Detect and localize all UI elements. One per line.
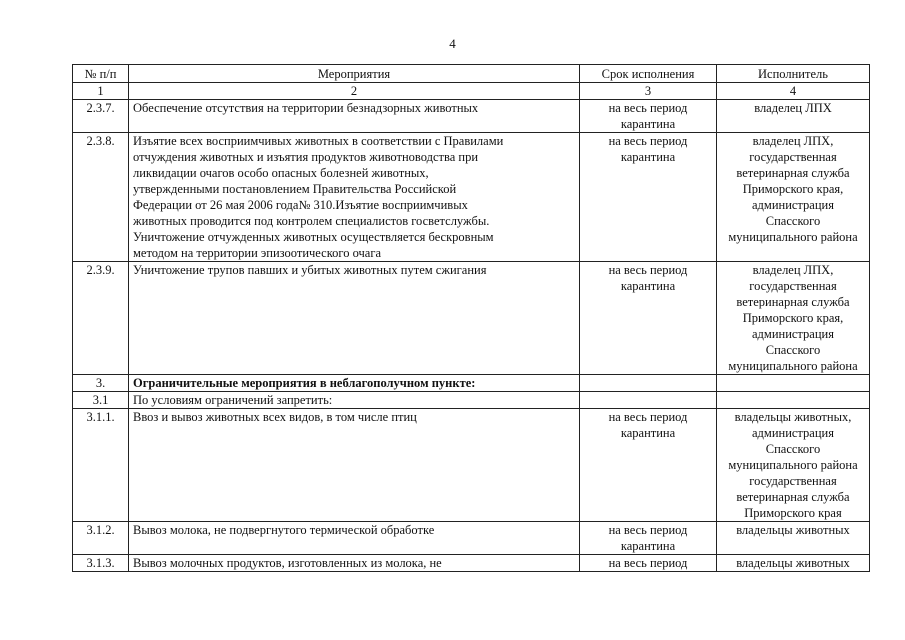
row-number: 2.3.8. [86,134,115,148]
table-row [73,133,870,262]
column-index: 2 [129,83,580,100]
table-row [73,522,870,555]
row-number: 3.1.1. [86,410,115,424]
header-number: № п/п [73,65,129,83]
page-number: 4 [449,36,456,51]
table-row [73,262,870,375]
row-action: Изъятие всех восприимчивых животных в соответствии с Правилами отчуждения животных и изъятия продуктов животноводства при ликвидации очагов особо опасных болезней животных, утвержденными постановлением Правительства Российской Федерации от 26 мая 2006 года№ 310.Изъятие восприимчивых животных проводится под контролем специалистов госветслужбы. Уничтожение отчужденных животных осуществляется бескровным методом на территории эпизоотического очага [133,134,504,260]
row-executor: владельцы животных [736,556,850,570]
row-executor: владелец ЛПХ, государственная ветеринарная служба Приморского края, администрация Спасского муниципального района [728,263,858,373]
column-index-row [73,83,870,100]
row-action: Вывоз молока, не подвергнутого термической обработке [133,523,435,537]
table-row [73,392,870,409]
row-action: По условиям ограничений запретить: [133,393,333,407]
row-executor: владелец ЛПХ [754,101,832,115]
table-row [73,555,870,572]
table-row [73,375,870,392]
row-action: Вывоз молочных продуктов, изготовленных из молока, не [133,556,442,570]
row-number: 2.3.7. [86,101,115,115]
row-deadline: на весь период карантина [608,263,688,293]
row-deadline: на весь период карантина [608,101,688,131]
row-deadline: на весь период карантина [608,523,688,553]
column-index: 3 [580,83,717,100]
header-measures: Мероприятия [129,65,580,83]
row-deadline: на весь период карантина [608,134,688,164]
row-number: 3.1 [92,393,109,407]
measures-table [72,64,870,572]
row-action: Уничтожение трупов павших и убитых животных путем сжигания [133,263,487,277]
row-executor: владелец ЛПХ, государственная ветеринарная служба Приморского края, администрация Спасского муниципального района [728,134,858,244]
row-action: Ограничительные мероприятия в неблагополучном пункте: [133,376,476,390]
row-executor: владельцы животных [736,523,850,537]
table-row [73,100,870,133]
table-row [73,409,870,522]
header-deadline: Срок исполнения [580,65,717,83]
row-executor: владельцы животных, администрация Спасского муниципального района государственная ветеринарная служба Приморского края [728,410,858,520]
row-action: Ввоз и вывоз животных всех видов, в том числе птиц [133,410,417,424]
row-deadline: на весь период карантина [608,410,688,440]
row-action: Обеспечение отсутствия на территории безнадзорных животных [133,101,479,115]
column-index: 1 [73,83,129,100]
table-header-row [73,65,870,83]
row-number: 3. [95,376,106,390]
row-number: 3.1.2. [86,523,115,537]
row-number: 3.1.3. [86,556,115,570]
row-deadline: на весь период [608,556,688,570]
row-number: 2.3.9. [86,263,115,277]
column-index: 4 [717,83,870,100]
header-executor: Исполнитель [717,65,870,83]
